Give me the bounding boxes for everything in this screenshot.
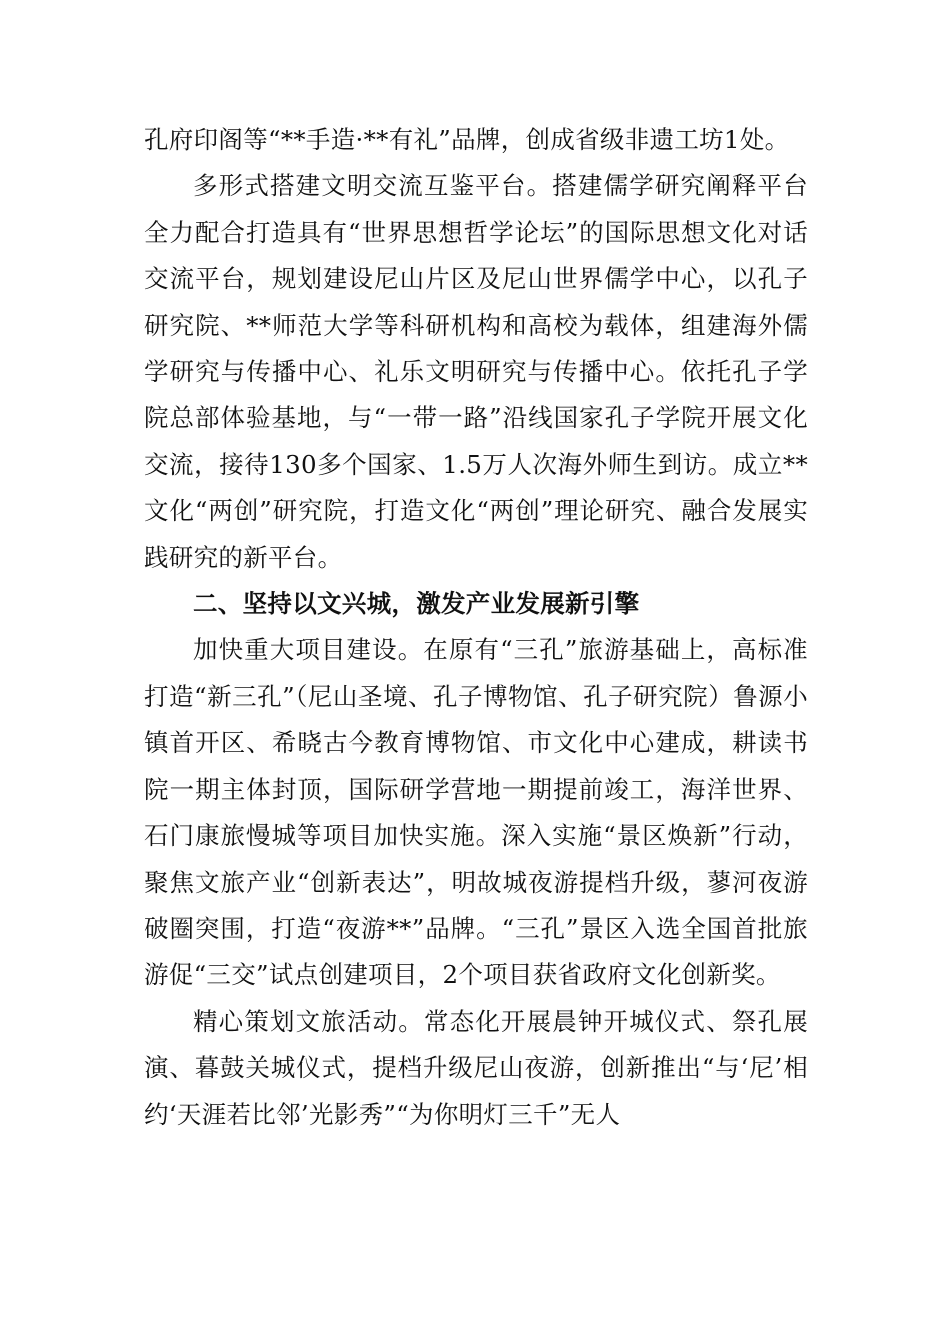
paragraph-major-projects: 加快重大项目建设。在原有“三孔”旅游基础上，高标准打造“新三孔”（尼山圣境、孔子博物馆、孔子研究院）鲁源小镇首开区、希晓古今教育博物馆、市文化中心建成，耕读书院一期主体封顶，国际研学营地一期提前竣工，海洋世界、石门康旅慢城等项目加快实施。深入实施“景区焕新”行动，聚焦文旅产业“创新表达”，明故城夜游提档升级，蓼河夜游破圈突围，打造“夜游**”品牌。“三孔”景区入选全国首批旅游促“三交”试点创建项目，2个项目获省政府文化创新奖。: [144, 635, 808, 990]
paragraph-intangible-heritage-brand: 孔府印阁等“**手造·**有礼”品牌，创成省级非遗工坊1处。: [144, 125, 790, 154]
paragraph-cultural-tourism-activities: 精心策划文旅活动。常态化开展晨钟开城仪式、祭孔展演、暮鼓关城仪式，提档升级尼山夜游，创新推出“与‘尼’相约‘天涯若比邻’光影秀”“为你明灯三千”无人: [144, 1006, 808, 1129]
section-heading-culture-industry: 二、坚持以文兴城，激发产业发展新引擎: [193, 589, 640, 619]
document-body: [144, 117, 808, 1138]
paragraph-civilization-exchange-platform: 多形式搭建文明交流互鉴平台。搭建儒学研究阐释平台全力配合打造具有“世界思想哲学论坛”的国际思想文化对话交流平台，规划建设尼山片区及尼山世界儒学中心，以孔子研究院、**师范大学等科研机构和高校为载体，组建海外儒学研究与传播中心、礼乐文明研究与传播中心。依托孔子学院总部体验基地，与“一带一路”沿线国家孔子学院开展文化交流，接待130多个国家、1.5万人次海外师生到访。成立**文化“两创”研究院，打造文化“两创”理论研究、融合发展实践研究的新平台。: [144, 171, 808, 572]
